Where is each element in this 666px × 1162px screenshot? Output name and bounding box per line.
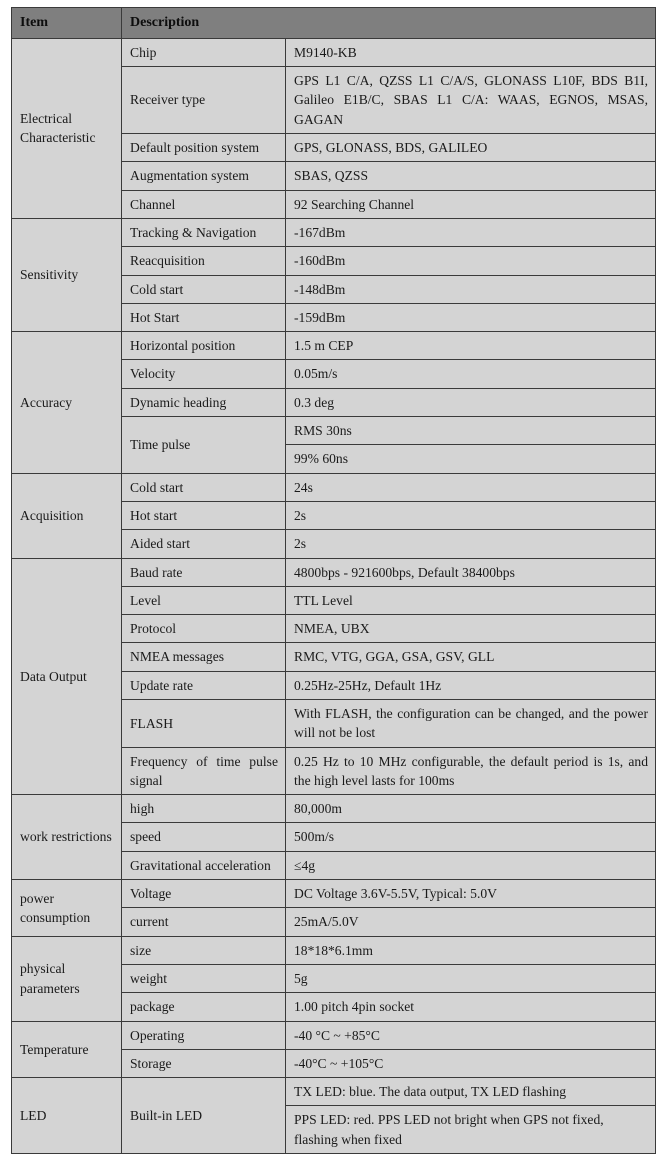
parameter-value-cell: 25mA/5.0V (286, 908, 656, 936)
parameter-value-cell: 92 Searching Channel (286, 190, 656, 218)
parameter-value-cell: TX LED: blue. The data output, TX LED flashing (286, 1078, 656, 1106)
parameter-name-cell: Voltage (122, 880, 286, 908)
parameter-value-cell: RMS 30ns (286, 417, 656, 445)
parameter-name-cell: Horizontal position (122, 332, 286, 360)
parameter-value-cell: 500m/s (286, 823, 656, 851)
category-cell: power consumption (12, 880, 122, 937)
parameter-value-cell: NMEA, UBX (286, 615, 656, 643)
specification-table (11, 7, 656, 1154)
parameter-value-cell: 1.00 pitch 4pin socket (286, 993, 656, 1021)
parameter-value-cell: -148dBm (286, 275, 656, 303)
column-header-item: Item (12, 8, 122, 39)
table-header (12, 8, 656, 39)
table-row (12, 473, 656, 501)
parameter-name-cell: Frequency of time pulse signal (122, 747, 286, 795)
parameter-value-cell: SBAS, QZSS (286, 162, 656, 190)
parameter-value-cell: With FLASH, the configuration can be changed, and the power will not be lost (286, 700, 656, 748)
parameter-name-cell: Protocol (122, 615, 286, 643)
category-cell: Acquisition (12, 473, 122, 558)
table-row (12, 880, 656, 908)
parameter-name-cell: Tracking & Navigation (122, 218, 286, 246)
parameter-name-cell: Receiver type (122, 67, 286, 134)
parameter-value-cell: 0.05m/s (286, 360, 656, 388)
parameter-name-cell: Cold start (122, 473, 286, 501)
table-row (12, 1021, 656, 1049)
column-header-description: Description (122, 8, 656, 39)
category-cell: physical parameters (12, 936, 122, 1021)
parameter-value-cell: -160dBm (286, 247, 656, 275)
parameter-value-cell: 18*18*6.1mm (286, 936, 656, 964)
parameter-name-cell: Level (122, 586, 286, 614)
parameter-value-cell: -40 °C ~ +85°C (286, 1021, 656, 1049)
table-row (12, 1078, 656, 1106)
parameter-value-cell: TTL Level (286, 586, 656, 614)
parameter-value-cell: PPS LED: red. PPS LED not bright when GPS not fixed, flashing when fixed (286, 1106, 656, 1154)
parameter-value-cell: 4800bps - 921600bps, Default 38400bps (286, 558, 656, 586)
table-row (12, 38, 656, 66)
parameter-name-cell: Storage (122, 1049, 286, 1077)
parameter-name-cell: current (122, 908, 286, 936)
parameter-value-cell: 2s (286, 501, 656, 529)
parameter-name-cell: Time pulse (122, 417, 286, 474)
parameter-value-cell: 0.3 deg (286, 388, 656, 416)
parameter-value-cell: -40°C ~ +105°C (286, 1049, 656, 1077)
category-cell: Accuracy (12, 332, 122, 473)
parameter-value-cell: 1.5 m CEP (286, 332, 656, 360)
parameter-name-cell: Built-in LED (122, 1078, 286, 1154)
table-row (12, 795, 656, 823)
parameter-name-cell: Default position system (122, 134, 286, 162)
parameter-value-cell: 0.25Hz-25Hz, Default 1Hz (286, 671, 656, 699)
parameter-name-cell: Baud rate (122, 558, 286, 586)
table-row (12, 218, 656, 246)
parameter-name-cell: Hot Start (122, 303, 286, 331)
category-cell: Electrical Characteristic (12, 38, 122, 218)
parameter-name-cell: Cold start (122, 275, 286, 303)
parameter-name-cell: Augmentation system (122, 162, 286, 190)
table-row (12, 332, 656, 360)
parameter-name-cell: Gravitational acceleration (122, 851, 286, 879)
parameter-name-cell: Chip (122, 38, 286, 66)
parameter-value-cell: 24s (286, 473, 656, 501)
category-cell: LED (12, 1078, 122, 1154)
parameter-value-cell: RMC, VTG, GGA, GSA, GSV, GLL (286, 643, 656, 671)
category-cell: Sensitivity (12, 218, 122, 331)
parameter-value-cell: -159dBm (286, 303, 656, 331)
parameter-name-cell: high (122, 795, 286, 823)
table-body (12, 38, 656, 1153)
parameter-name-cell: Update rate (122, 671, 286, 699)
parameter-name-cell: size (122, 936, 286, 964)
table-row (12, 936, 656, 964)
parameter-name-cell: Velocity (122, 360, 286, 388)
parameter-value-cell: 5g (286, 964, 656, 992)
category-cell: Data Output (12, 558, 122, 795)
parameter-name-cell: Dynamic heading (122, 388, 286, 416)
parameter-name-cell: Aided start (122, 530, 286, 558)
parameter-value-cell: 99% 60ns (286, 445, 656, 473)
parameter-value-cell: 80,000m (286, 795, 656, 823)
category-cell: Temperature (12, 1021, 122, 1078)
parameter-name-cell: Hot start (122, 501, 286, 529)
category-cell: work restrictions (12, 795, 122, 880)
parameter-name-cell: weight (122, 964, 286, 992)
table-row (12, 558, 656, 586)
parameter-name-cell: Operating (122, 1021, 286, 1049)
table-header-row (12, 8, 656, 39)
parameter-value-cell: M9140-KB (286, 38, 656, 66)
parameter-name-cell: NMEA messages (122, 643, 286, 671)
parameter-value-cell: 0.25 Hz to 10 MHz configurable, the default period is 1s, and the high level lasts for 100ms (286, 747, 656, 795)
parameter-name-cell: Channel (122, 190, 286, 218)
parameter-name-cell: package (122, 993, 286, 1021)
parameter-name-cell: Reacquisition (122, 247, 286, 275)
parameter-value-cell: 2s (286, 530, 656, 558)
parameter-value-cell: ≤4g (286, 851, 656, 879)
parameter-value-cell: GPS L1 C/A, QZSS L1 C/A/S, GLONASS L10F, BDS B1I, Galileo E1B/C, SBAS L1 C/A: WAAS, EGNOS, MSAS, GAGAN (286, 67, 656, 134)
parameter-value-cell: -167dBm (286, 218, 656, 246)
parameter-name-cell: speed (122, 823, 286, 851)
parameter-value-cell: GPS, GLONASS, BDS, GALILEO (286, 134, 656, 162)
parameter-name-cell: FLASH (122, 700, 286, 748)
parameter-value-cell: DC Voltage 3.6V-5.5V, Typical: 5.0V (286, 880, 656, 908)
